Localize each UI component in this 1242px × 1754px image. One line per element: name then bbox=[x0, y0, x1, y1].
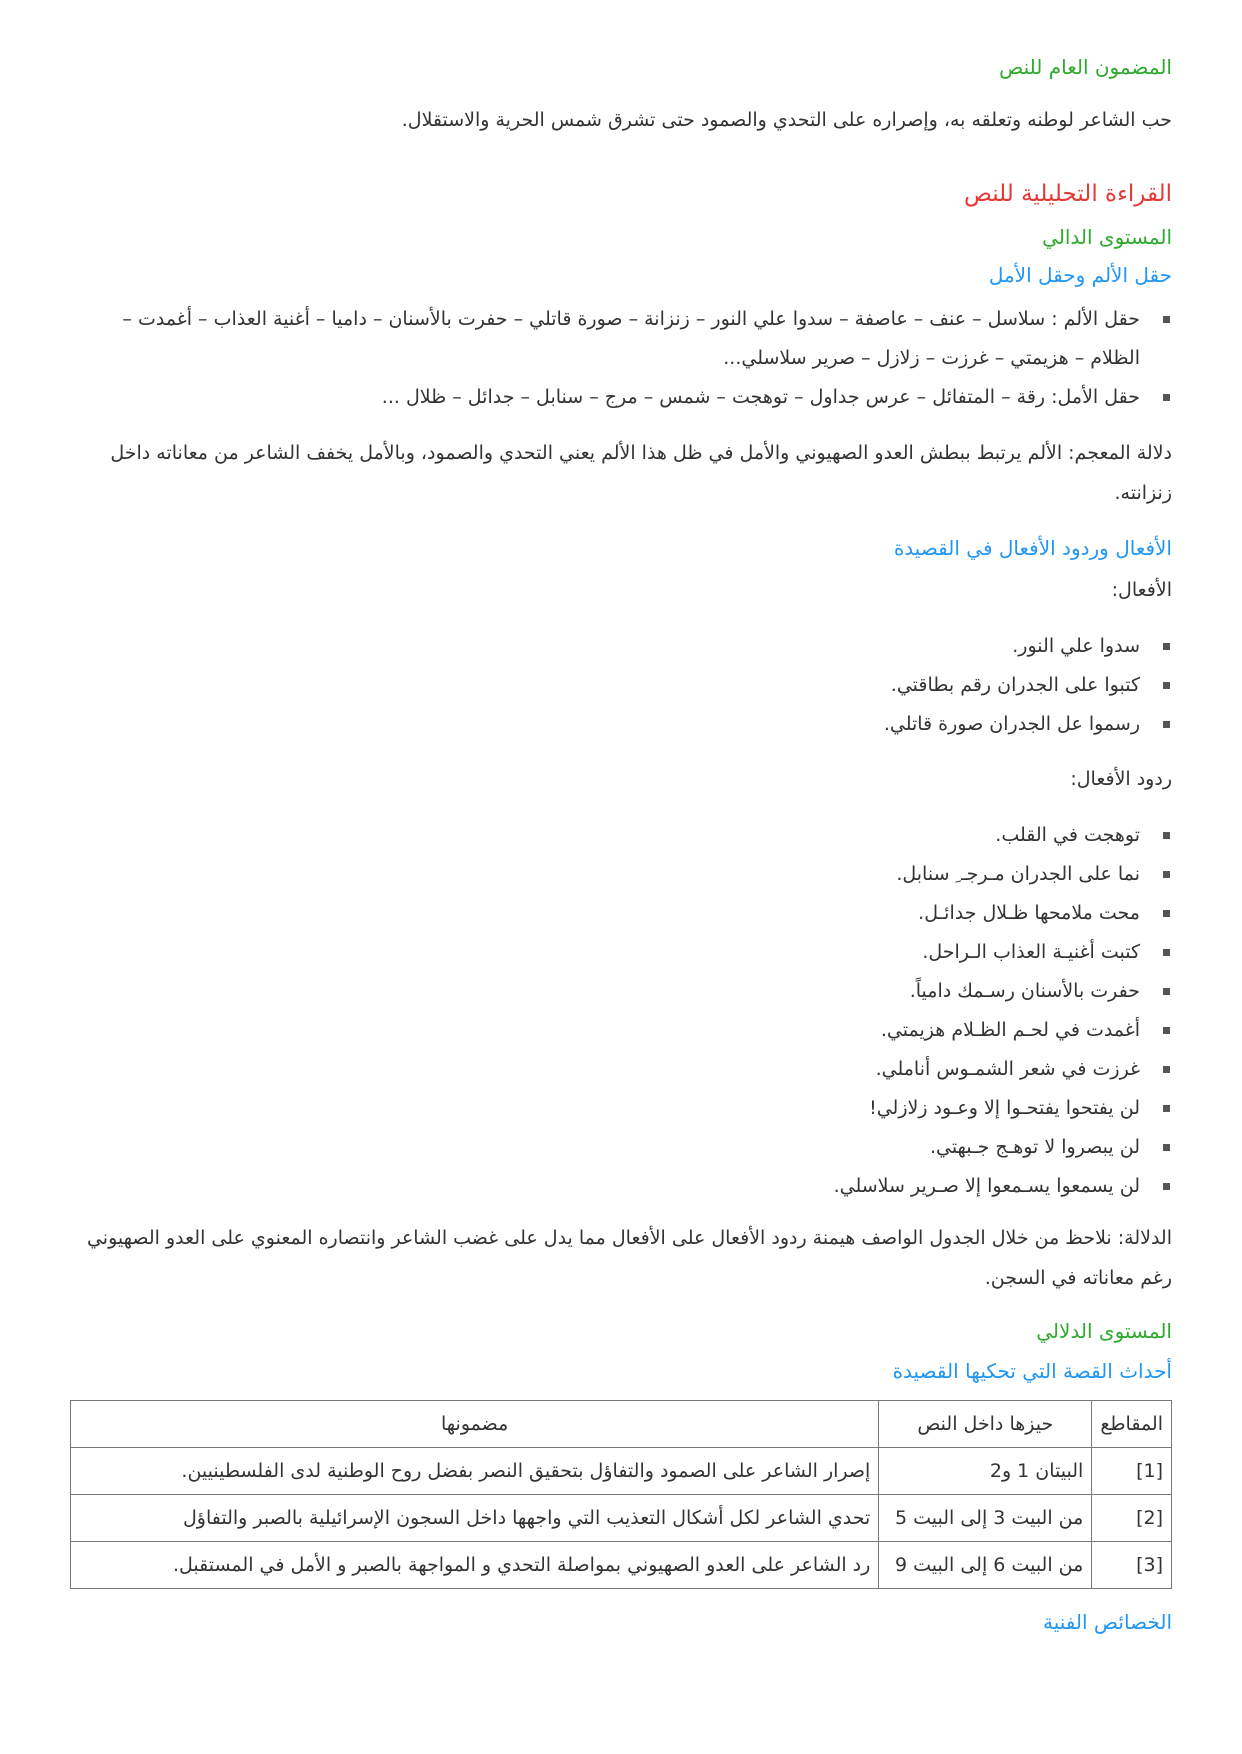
table-row bbox=[71, 1542, 1172, 1589]
table-cell: [3] bbox=[1092, 1542, 1172, 1589]
events-heading: أحداث القصة التي تحكيها القصيدة bbox=[892, 1359, 1172, 1383]
list-item: سدوا علي النور. bbox=[70, 627, 1140, 666]
table-header-cell: المقاطع bbox=[1092, 1401, 1172, 1448]
list-item: غرزت في شعر الشمـوس أناملي. bbox=[70, 1050, 1140, 1089]
list-item: رسموا عل الجدران صورة قاتلي. bbox=[70, 705, 1140, 744]
semantic-level-heading: المستوى الدلالي bbox=[1036, 1319, 1172, 1343]
reactions-label: ردود الأفعال: bbox=[1070, 768, 1172, 790]
table-header-row bbox=[71, 1401, 1172, 1448]
list-item: توهجت في القلب. bbox=[70, 816, 1140, 855]
actions-label: الأفعال: bbox=[1111, 579, 1172, 601]
list-item: حفرت بالأسنان رسـمك دامياً. bbox=[70, 972, 1140, 1011]
table-cell: من البيت 6 إلى البيت 9 bbox=[879, 1542, 1092, 1589]
actions-list bbox=[70, 627, 1172, 744]
dictionary-meaning: دلالة المعجم: الألم يرتبط ببطش العدو الصهيوني والأمل في ظل هذا الألم يعني التحدي والصمود، وبالأمل يخفف الشاعر من معاناته داخل زنزانته. bbox=[110, 442, 1172, 504]
article-content bbox=[70, 52, 1172, 1637]
list-item: كتبت أغنيـة العذاب الـراحل. bbox=[70, 933, 1140, 972]
conclusion-text: الدلالة: نلاحظ من خلال الجدول الواصف هيمنة ردود الأفعال على الأفعال مما يدل على غضب الشاعر وانتصاره المعنوي على العدو الصهيوني رغم معاناته في السجن. bbox=[86, 1227, 1172, 1289]
table-header-cell: مضمونها bbox=[71, 1401, 879, 1448]
list-item: محت ملامحها ظـلال جدائـل. bbox=[70, 894, 1140, 933]
list-item: لن يبصروا لا توهـج جـبهتي. bbox=[70, 1128, 1140, 1167]
table-cell: تحدي الشاعر لكل أشكال التعذيب التي واجهها داخل السجون الإسرائيلية بالصبر والتفاؤل bbox=[71, 1495, 879, 1542]
table-header-cell: حيزها داخل النص bbox=[879, 1401, 1092, 1448]
list-item: حقل الأمل: رقة – المتفائل – عرس جداول – توهجت – شمس – مرج – سنابل – جدائل – ظلال ... bbox=[70, 378, 1140, 417]
list-item: نما على الجدران مـرجـ ِ سنابل. bbox=[70, 855, 1140, 894]
fields-heading: حقل الألم وحقل الأمل bbox=[988, 263, 1172, 287]
sections-table bbox=[70, 1400, 1172, 1589]
actions-heading: الأفعال وردود الأفعال في القصيدة bbox=[893, 536, 1172, 560]
semiotic-level-heading: المستوى الدالي bbox=[1042, 225, 1172, 249]
list-item: حقل الألم : سلاسل – عنف – عاصفة – سدوا علي النور – زنزانة – صورة قاتلي – حفرت بالأسنان – داميا – أغنية العذاب – أغمدت – الظلام – هزيمتي – غرزت – زلازل – صرير سلاسلي... bbox=[70, 300, 1140, 378]
list-item: لن يفتحوا يفتحـوا إلا وعـود زلازلي! bbox=[70, 1089, 1140, 1128]
general-content-text: حب الشاعر لوطنه وتعلقه به، وإصراره على التحدي والصمود حتى تشرق شمس الحرية والاستقلال. bbox=[401, 109, 1172, 131]
table-row bbox=[71, 1495, 1172, 1542]
list-item: كتبوا على الجدران رقم بطاقتي. bbox=[70, 666, 1140, 705]
list-item: لن يسمعوا يسـمعوا إلا صـرير سلاسلي. bbox=[70, 1167, 1140, 1206]
fields-list bbox=[70, 300, 1172, 417]
table-cell: رد الشاعر على العدو الصهيوني بمواصلة التحدي و المواجهة بالصبر و الأمل في المستقبل. bbox=[71, 1542, 879, 1589]
table-cell: البيتان 1 و2 bbox=[879, 1448, 1092, 1495]
list-item: أغمدت في لحـم الظـلام هزيمتي. bbox=[70, 1011, 1140, 1050]
table-cell: [1] bbox=[1092, 1448, 1172, 1495]
analysis-heading: القراءة التحليلية للنص bbox=[964, 181, 1172, 207]
artistic-features-heading: الخصائص الفنية bbox=[1043, 1610, 1172, 1634]
table-cell: [2] bbox=[1092, 1495, 1172, 1542]
table-cell: من البيت 3 إلى البيت 5 bbox=[879, 1495, 1092, 1542]
table-cell: إصرار الشاعر على الصمود والتفاؤل بتحقيق النصر بفضل روح الوطنية لدى الفلسطينيين. bbox=[71, 1448, 879, 1495]
reactions-list bbox=[70, 816, 1172, 1206]
table-row bbox=[71, 1448, 1172, 1495]
general-content-heading: المضمون العام للنص bbox=[999, 55, 1172, 79]
